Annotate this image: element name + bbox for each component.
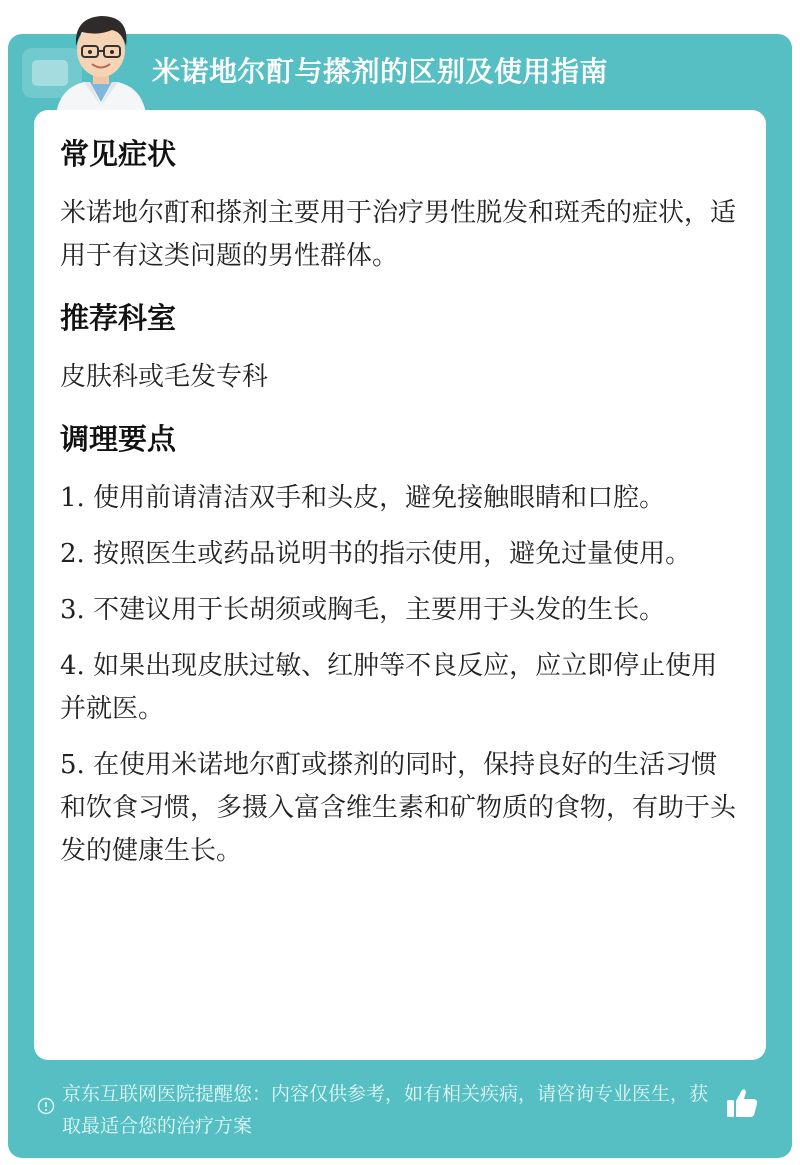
- list-item: [60, 645, 740, 731]
- section-title-department: 推荐科室: [60, 301, 177, 335]
- info-icon: [37, 1097, 55, 1115]
- thumbs-up-icon[interactable]: [724, 1085, 760, 1121]
- list-item-text: 不建议用于长胡须或胸毛，主要用于头发的生长。: [93, 595, 666, 625]
- page-title: 米诺地尔酊与搽剂的区别及使用指南: [152, 55, 609, 88]
- section-text-department: 皮肤科或毛发专科: [60, 362, 269, 392]
- list-item: [60, 533, 740, 576]
- list-item-text: 使用前请清洁双手和头皮，避免接触眼睛和口腔。: [93, 483, 666, 513]
- list-item-number: 2.: [60, 539, 85, 569]
- section-text-symptoms: 米诺地尔酊和搽剂主要用于治疗男性脱发和斑秃的症状，适用于有这类问题的男性群体。: [60, 198, 737, 271]
- section-title-care-points: 调理要点: [60, 422, 177, 456]
- article-content: [60, 134, 740, 886]
- list-item-number: 4.: [60, 651, 85, 681]
- list-item-text: 在使用米诺地尔酊或搽剂的同时，保持良好的生活习惯和饮食习惯，多摄入富含维生素和矿物质的食物，有助于头发的健康生长。: [60, 750, 737, 866]
- section-title-symptoms: 常见症状: [60, 137, 177, 171]
- list-item: [60, 744, 740, 873]
- list-item-text: 按照医生或药品说明书的指示使用，避免过量使用。: [93, 539, 692, 569]
- list-item-number: 1.: [60, 483, 85, 513]
- list-item-number: 3.: [60, 595, 85, 625]
- doctor-avatar-icon: [46, 6, 156, 114]
- list-item: [60, 477, 740, 520]
- footer-disclaimer: 京东互联网医院提醒您：内容仅供参考，如有相关疾病，请咨询专业医生，获取最适合您的治疗方案: [62, 1083, 709, 1137]
- list-item: [60, 589, 740, 632]
- list-item-text: 如果出现皮肤过敏、红肿等不良反应，应立即停止使用并就医。: [60, 651, 718, 724]
- list-item-number: 5.: [60, 750, 85, 780]
